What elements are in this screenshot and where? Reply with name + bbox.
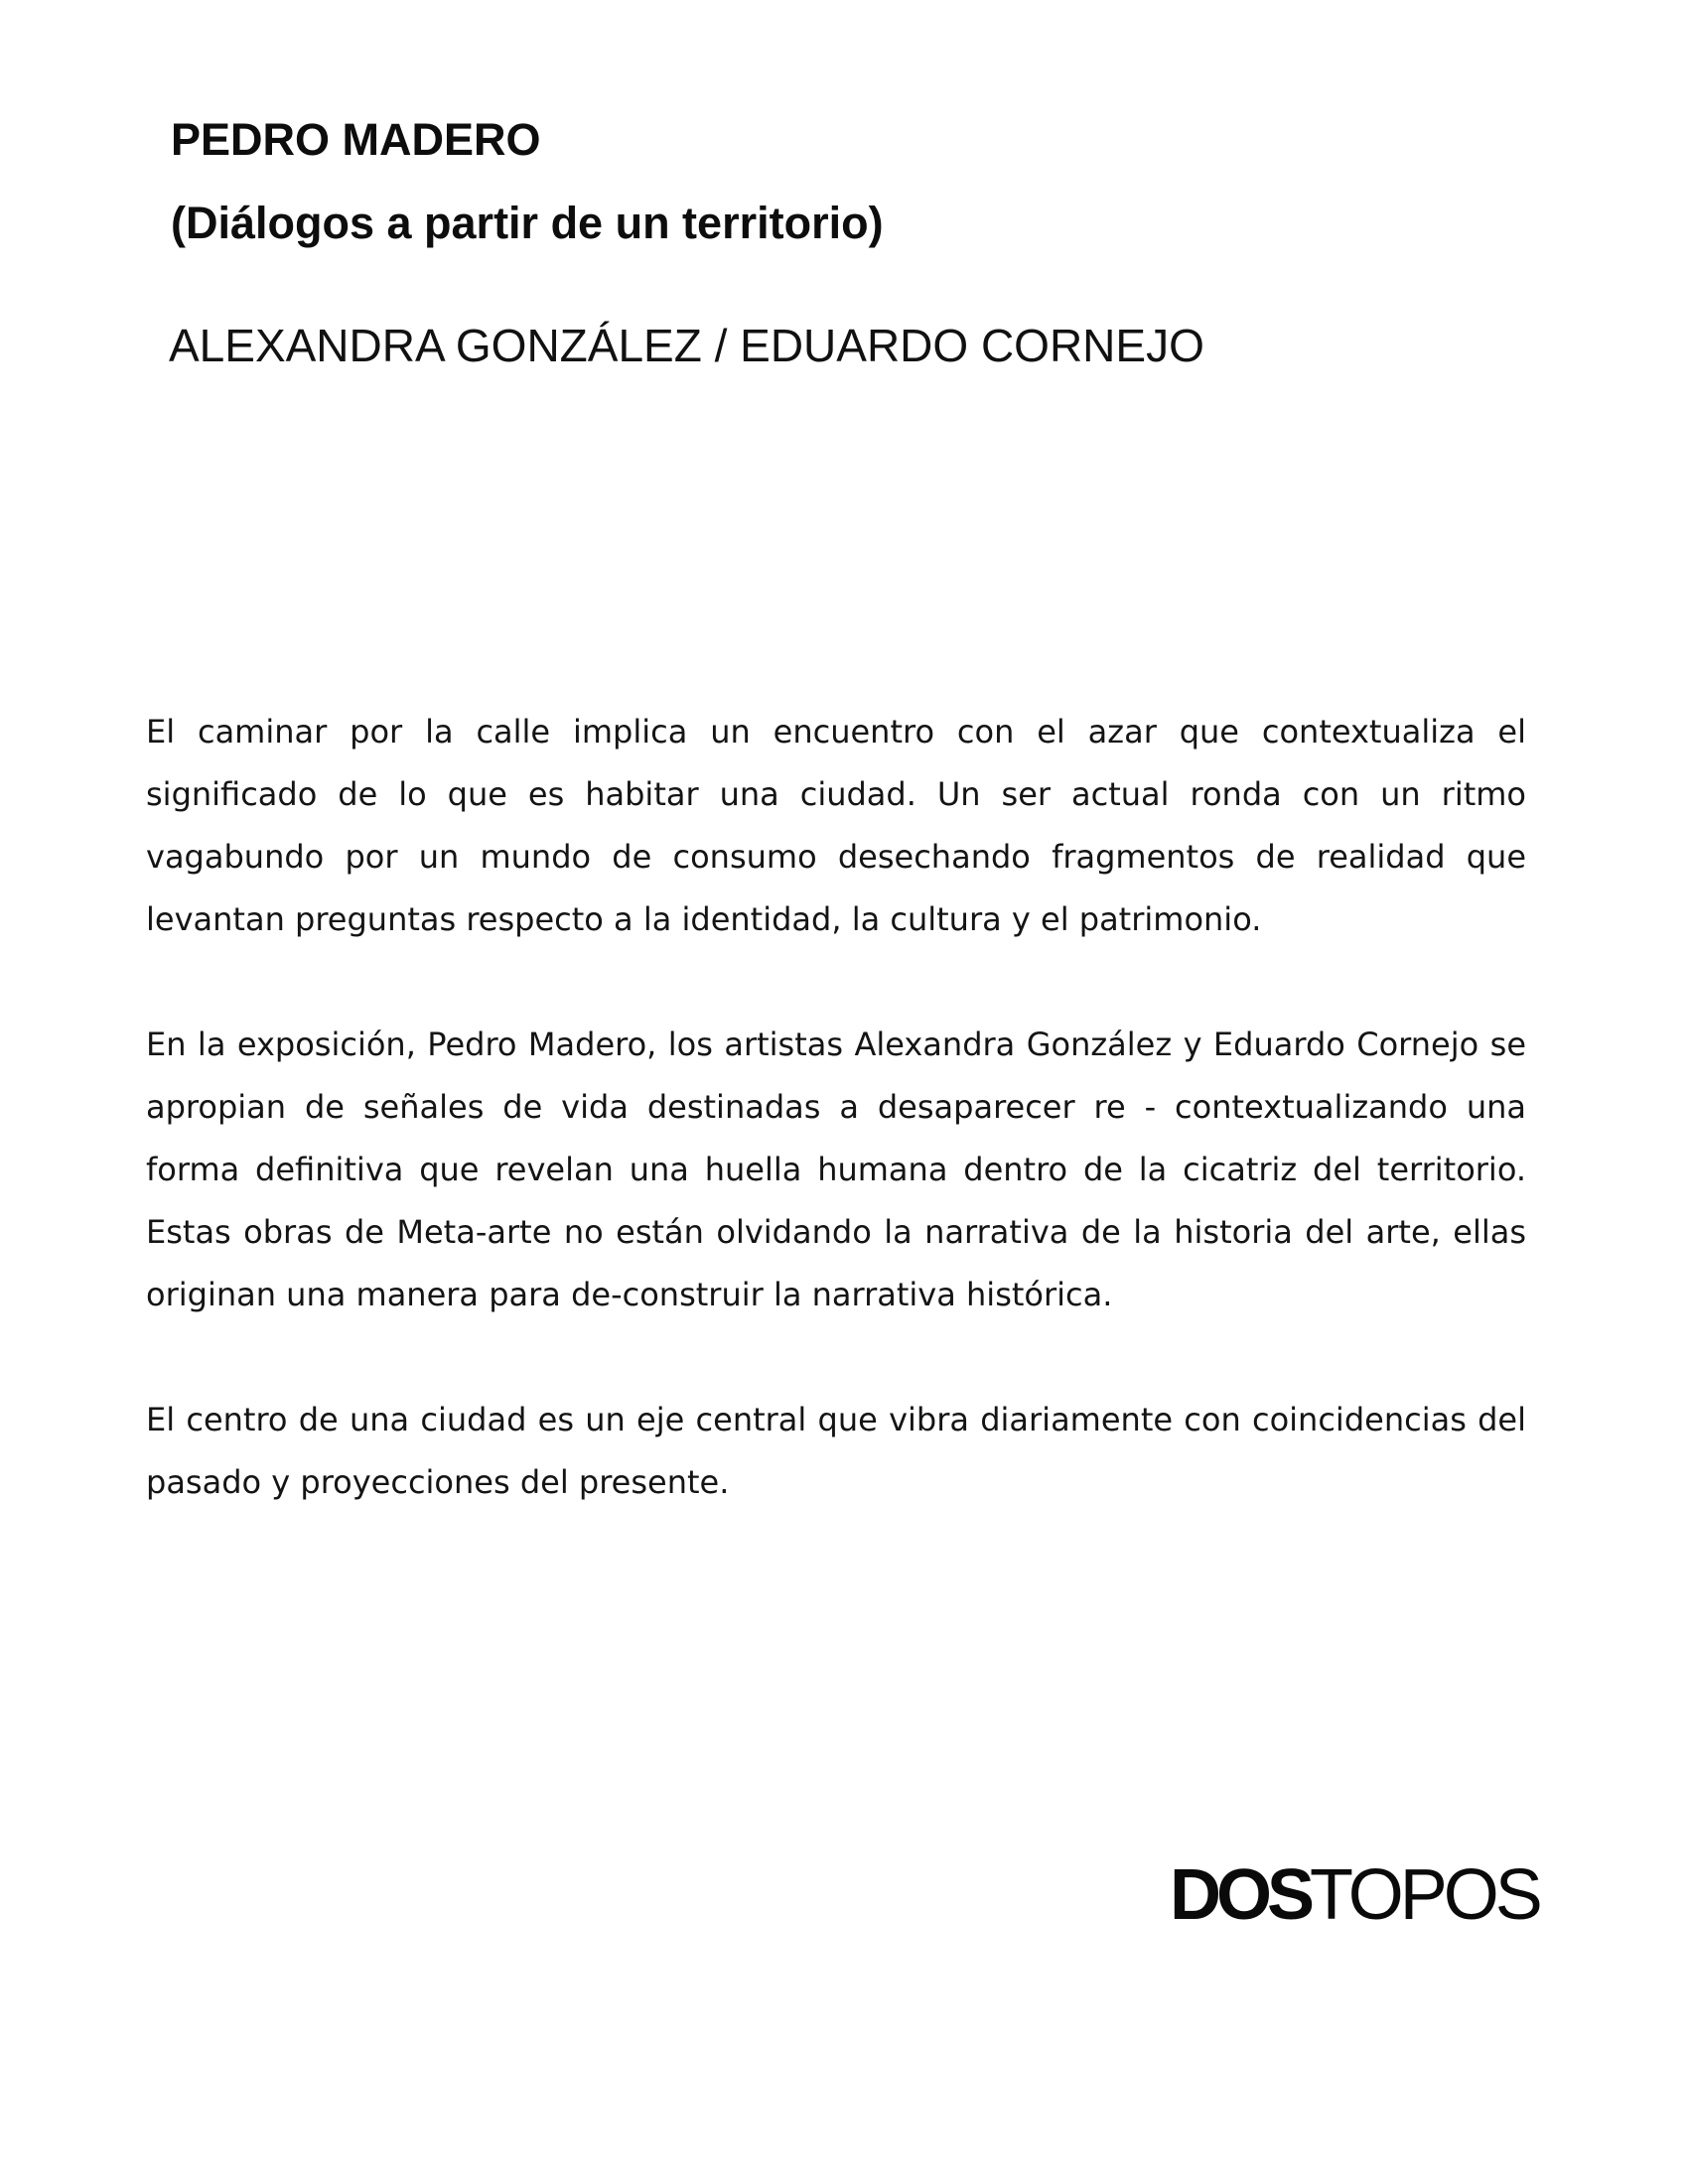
paragraph-3: El centro de una ciudad es un eje central que vibra diariamente con coincidencias del pasado y proyecciones del presente. — [146, 1401, 1526, 1501]
logo-bold-part: DOS — [1170, 1855, 1311, 1935]
page-title: PEDRO MADERO — [171, 114, 541, 165]
paragraph-1: El caminar por la calle implica un encuentro con el azar que contextualiza el significado de lo que es habitar una ciudad. Un ser actual ronda con un ritmo vagabundo por un mundo de consumo desechando fragmentos de realidad que levantan preguntas respecto a la identidad, la cultura y el patrimonio. — [146, 713, 1526, 938]
page-subtitle: (Diálogos a partir de un territorio) — [171, 198, 884, 248]
title-block — [171, 114, 1462, 248]
dostopos-logo — [1170, 1855, 1539, 1935]
authors-line: ALEXANDRA GONZÁLEZ / EDUARDO CORNEJO — [169, 320, 1204, 371]
body-text — [146, 701, 1526, 1514]
paragraph-2: En la exposición, Pedro Madero, los artistas Alexandra González y Eduardo Cornejo se apropian de señales de vida destinadas a desaparecer re - contextualizando una forma definitiva que revelan una huella humana dentro de la cicatriz del territorio. Estas obras de Meta-arte no están olvidando la narrativa de la historia del arte, ellas originan una manera para de-construir la narrativa histórica. — [146, 1025, 1526, 1313]
logo-light-part: TOPOS — [1310, 1855, 1539, 1935]
